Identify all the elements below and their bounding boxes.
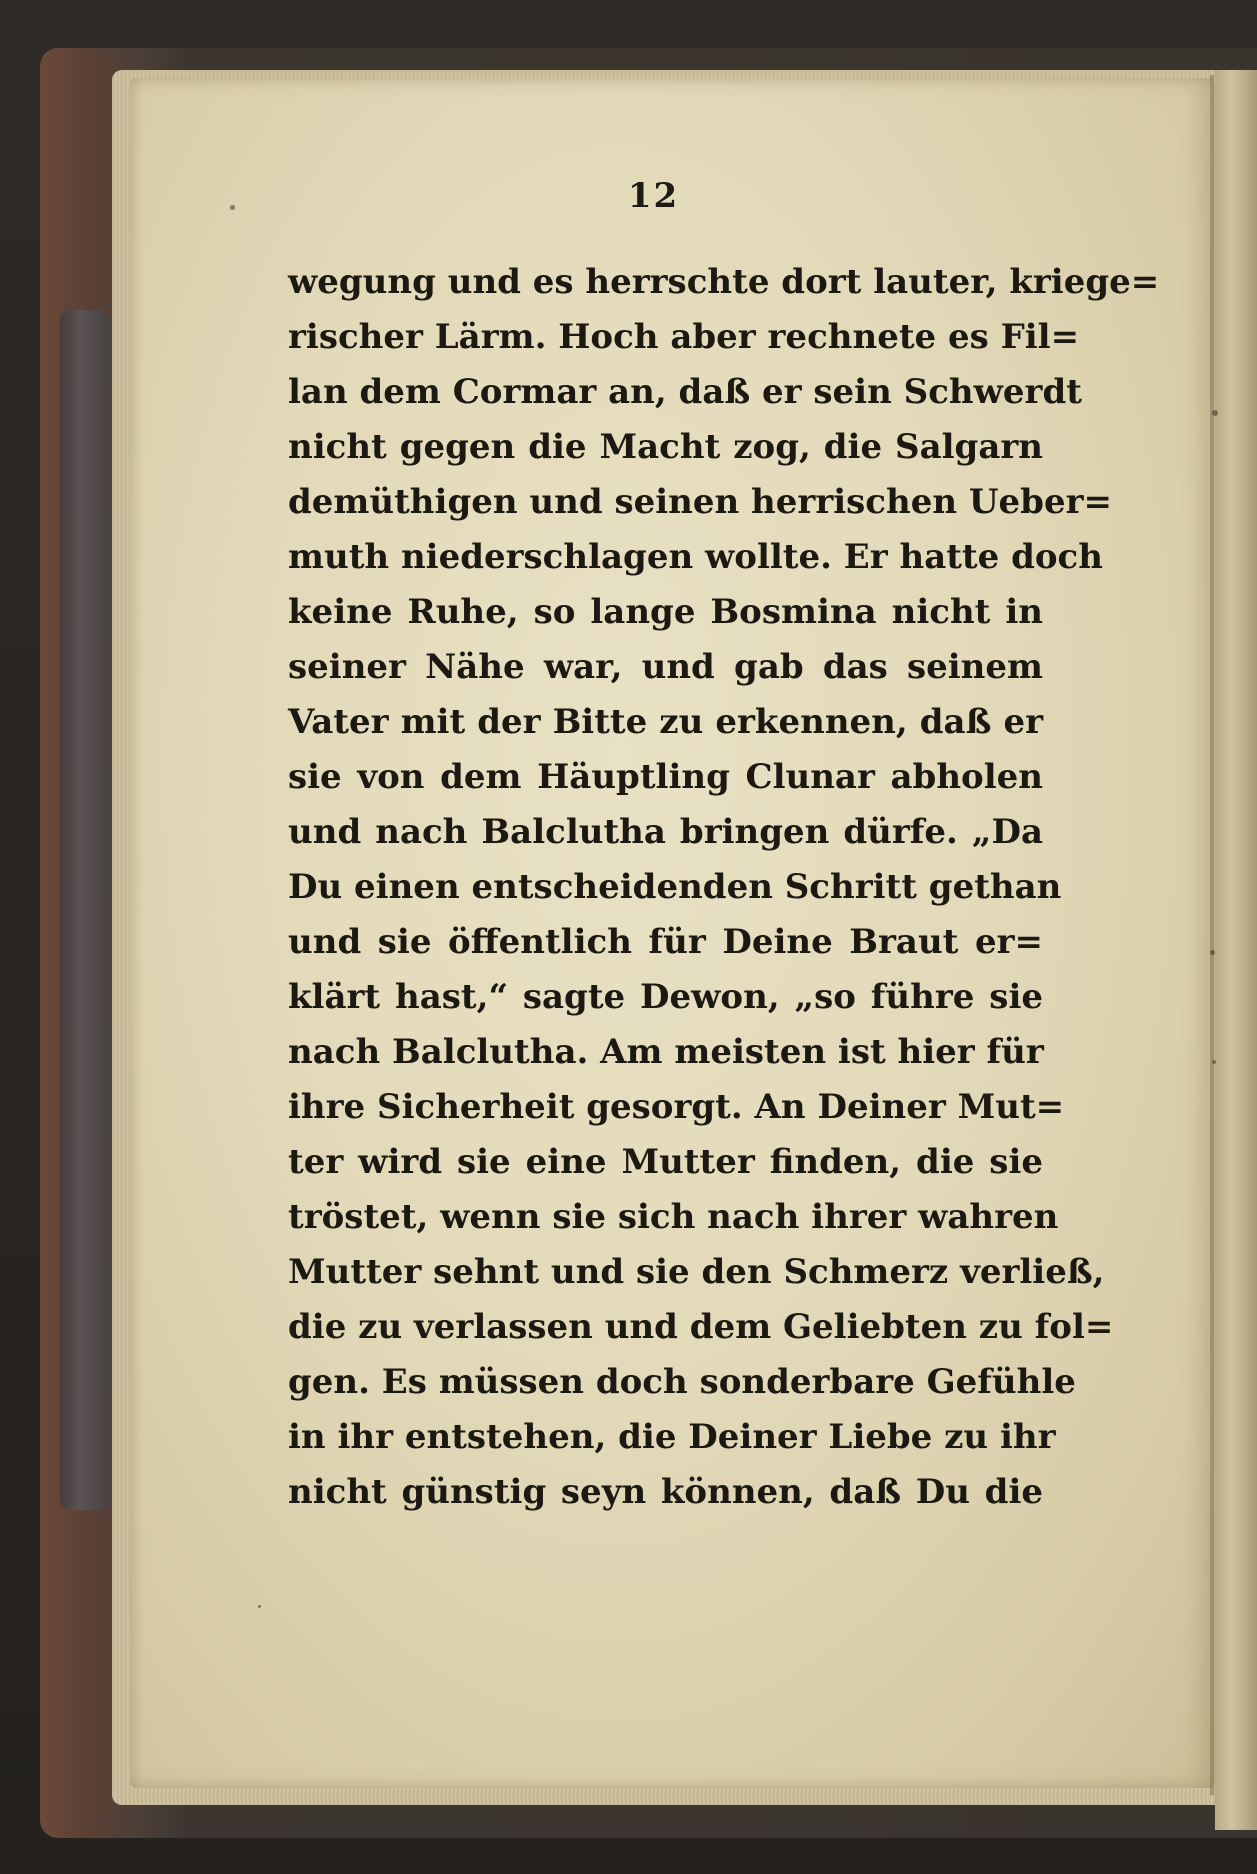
cover-wear xyxy=(60,310,110,1510)
text-line: klärt hast,“ sagte Dewon, „so führe sie xyxy=(288,977,1043,1017)
facing-page-edge xyxy=(1215,70,1257,1830)
text-line: in ihr entstehen, die Deiner Liebe zu ihr xyxy=(288,1417,1056,1457)
text-line: und nach Balclutha bringen dürfe. „Da xyxy=(288,812,1043,852)
paper-speck xyxy=(1212,1060,1216,1064)
text-line: keine Ruhe, so lange Bosmina nicht in xyxy=(288,592,1043,632)
text-line: sie von dem Häuptling Clunar abholen xyxy=(288,757,1043,797)
text-line: ter wird sie eine Mutter finden, die sie xyxy=(288,1142,1043,1182)
text-line: muth niederschlagen wollte. Er hatte doch xyxy=(288,537,1103,577)
text-line: wegung und es herrschte dort lauter, kriege= xyxy=(288,262,1160,302)
text-line: Du einen entscheidenden Schritt gethan xyxy=(288,867,1062,907)
page-number: 12 xyxy=(627,176,680,216)
paper-speck xyxy=(230,205,235,210)
text-line: ihre Sicherheit gesorgt. An Deiner Mut= xyxy=(288,1087,1065,1127)
text-line: lan dem Cormar an, daß er sein Schwerdt xyxy=(288,372,1082,412)
text-line: und sie öffentlich für Deine Braut er= xyxy=(288,922,1043,962)
paper-speck xyxy=(1212,410,1218,416)
page-gutter xyxy=(1210,75,1214,1795)
text-line: Vater mit der Bitte zu erkennen, daß er xyxy=(288,702,1043,742)
text-line: seiner Nähe war, und gab das seinem xyxy=(288,647,1043,687)
text-line: nach Balclutha. Am meisten ist hier für xyxy=(288,1032,1044,1072)
text-line: Mutter sehnt und sie den Schmerz verließ, xyxy=(288,1252,1105,1292)
text-line: gen. Es müssen doch sonderbare Gefühle xyxy=(288,1362,1076,1402)
text-line: nicht gegen die Macht zog, die Salgarn xyxy=(288,427,1043,467)
text-line: demüthigen und seinen herrischen Ueber= xyxy=(288,482,1112,522)
text-line: die zu verlassen und dem Geliebten zu fol= xyxy=(288,1307,1114,1347)
page-text xyxy=(288,255,1160,1520)
text-line: tröstet, wenn sie sich nach ihrer wahren xyxy=(288,1197,1059,1237)
text-line: nicht günstig seyn können, daß Du die xyxy=(288,1472,1043,1512)
paper-speck xyxy=(1210,950,1215,955)
text-line: rischer Lärm. Hoch aber rechnete es Fil= xyxy=(288,317,1080,357)
paper-speck xyxy=(258,1605,261,1608)
